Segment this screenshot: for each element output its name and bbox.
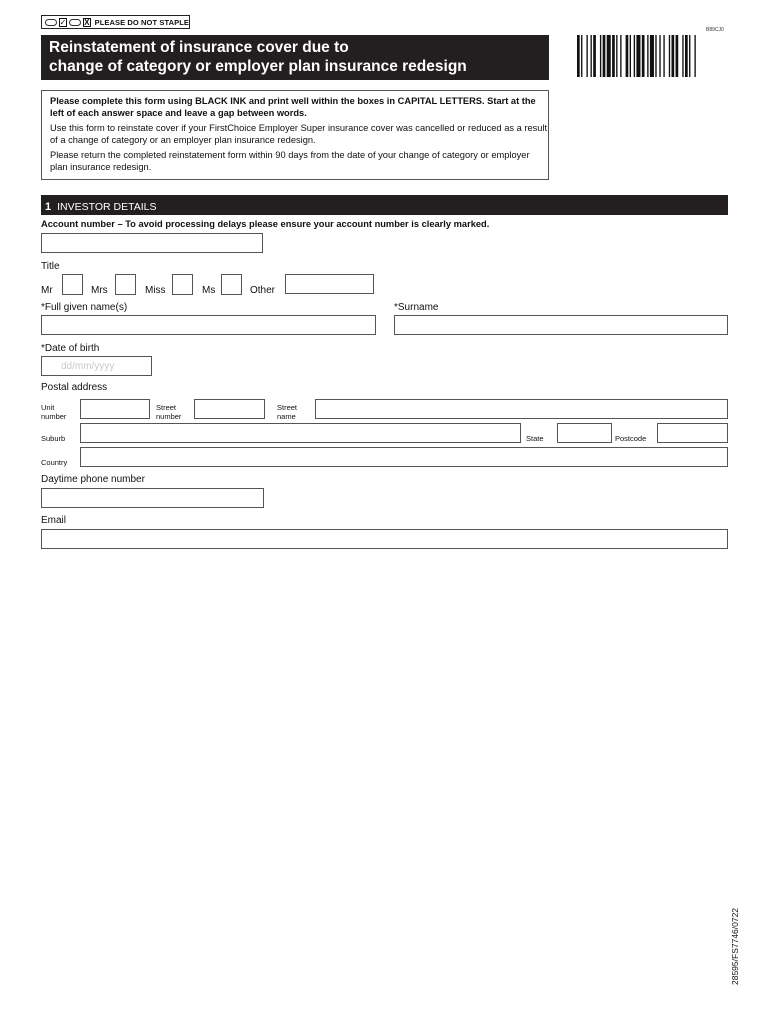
title-option-mr: Mr [41, 285, 53, 296]
email-label: Email [41, 515, 67, 526]
street-number-input[interactable] [194, 399, 265, 419]
given-names-label: *Full given name(s) [41, 302, 128, 313]
ms-checkbox[interactable] [221, 274, 242, 295]
postcode-label: Postcode [615, 434, 647, 443]
staple-notice [41, 15, 190, 29]
instructions-para-1: Use this form to reinstate cover if your FirstChoice Employer Super insurance cover was cancelled or reduced as a result of a change of category or an employer plan insurance redesign. [50, 123, 548, 145]
title-option-ms: Ms [202, 285, 216, 296]
account-number-input[interactable] [41, 233, 263, 253]
title-option-miss: Miss [145, 285, 166, 296]
title-option-mrs: Mrs [91, 285, 108, 296]
form-code: B89CJ0 [706, 27, 724, 33]
section-header [41, 195, 728, 215]
suburb-label: Suburb [41, 434, 66, 443]
barcode [577, 35, 727, 77]
street-name-label-line-2: name [277, 412, 296, 421]
dob-input[interactable] [41, 356, 152, 376]
account-number-label: Account number – To avoid processing delays please ensure your account number is clearly marked. [41, 219, 490, 229]
phone-input[interactable] [41, 488, 264, 508]
dob-label: *Date of birth [41, 343, 100, 354]
street-name-label-line-1: Street [277, 403, 298, 412]
title-option-other: Other [250, 285, 276, 296]
miss-checkbox[interactable] [172, 274, 193, 295]
staple-icon [45, 19, 57, 26]
street-number-label-line-2: number [156, 412, 182, 421]
unit-number-label-line-1: Unit [41, 403, 55, 412]
check-mark-icon: ✓ [59, 17, 67, 27]
street-name-input[interactable] [315, 399, 728, 419]
street-name-label [277, 403, 297, 421]
unit-number-input[interactable] [80, 399, 150, 419]
title-label: Title [41, 261, 60, 272]
street-number-label [156, 403, 181, 421]
given-names-input[interactable] [41, 315, 376, 335]
surname-label: *Surname [394, 302, 439, 313]
section-number: 1 [45, 200, 52, 213]
postal-address-label: Postal address [41, 382, 108, 393]
phone-label: Daytime phone number [41, 474, 145, 485]
street-number-label-line-1: Street [156, 403, 177, 412]
unit-number-label [41, 403, 66, 421]
title-line-2: change of category or employer plan insurance redesign [49, 58, 467, 75]
country-input[interactable] [80, 447, 728, 467]
state-input[interactable] [557, 423, 612, 443]
unit-number-label-line-2: number [41, 412, 67, 421]
paperclip-icon [69, 19, 81, 26]
instructions-para-2: Please return the completed reinstatement form within 90 days from the date of your change of category or employer plan insurance redesign. [50, 150, 530, 172]
instructions-box [41, 90, 549, 180]
title-other-input[interactable] [285, 274, 374, 294]
footer-form-code: 28595/FS7746/0722 [730, 907, 740, 985]
state-label: State [526, 434, 544, 443]
suburb-input[interactable] [80, 423, 521, 443]
title-line-1: Reinstatement of insurance cover due to [49, 39, 349, 56]
email-input[interactable] [41, 529, 728, 549]
country-label: Country [41, 458, 68, 467]
postcode-input[interactable] [657, 423, 728, 443]
instructions-bold: Please complete this form using BLACK INK and print well within the boxes in CAPITAL LETTERS. Start at the left of each answer space and leave a gap between words. [50, 96, 536, 118]
mrs-checkbox[interactable] [115, 274, 136, 295]
cross-mark-icon: X [84, 17, 90, 27]
staple-notice-text: PLEASE DO NOT STAPLE [94, 17, 189, 27]
section-title: INVESTOR DETAILS [57, 200, 157, 213]
mr-checkbox[interactable] [62, 274, 83, 295]
surname-input[interactable] [394, 315, 728, 335]
page-title [41, 35, 549, 80]
